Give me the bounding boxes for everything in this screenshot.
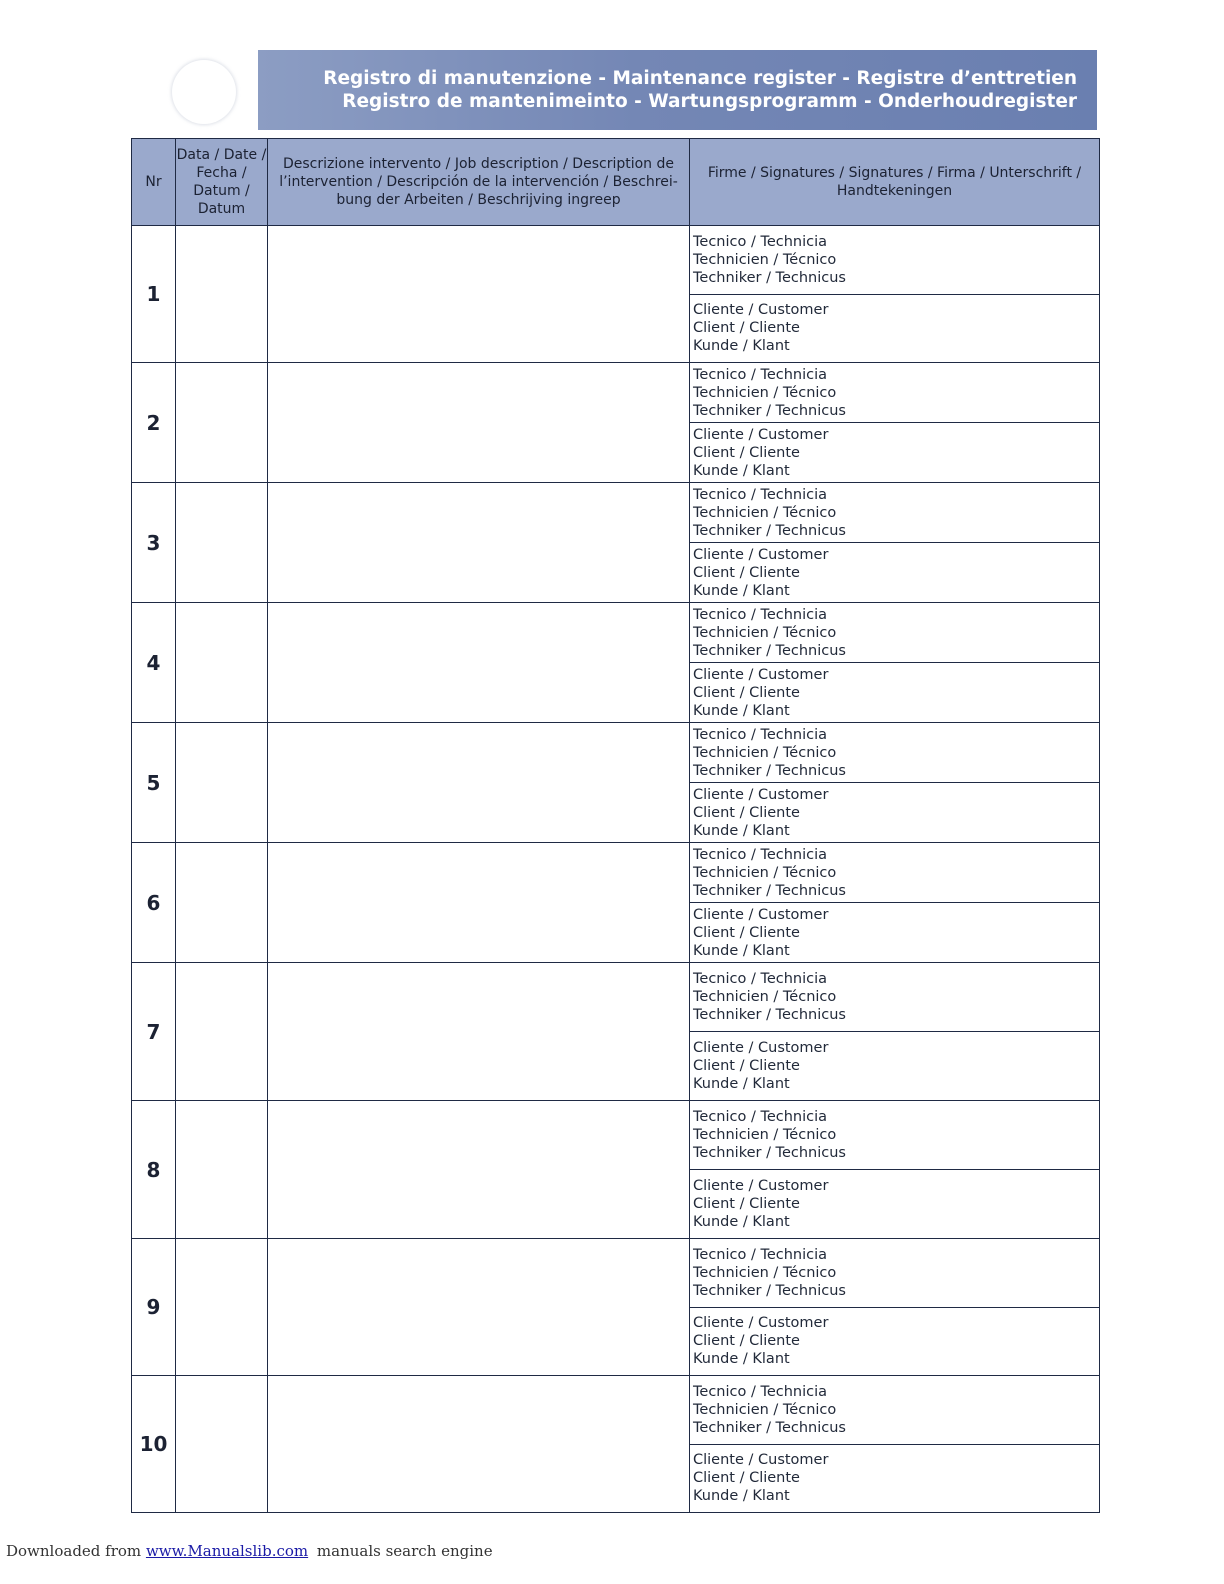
signature-block <box>690 483 1099 602</box>
description-cell[interactable] <box>268 483 690 603</box>
technician-label: Technicien / Técnico <box>693 624 837 641</box>
date-cell[interactable] <box>176 723 268 843</box>
signatures-cell <box>690 226 1100 363</box>
customer-label: Kunde / Klant <box>693 1351 790 1368</box>
technician-label: Techniker / Technicus <box>693 522 846 539</box>
row-number: 9 <box>132 1239 176 1376</box>
technician-label: Tecnico / Technicia <box>693 606 828 623</box>
customer-label: Kunde / Klant <box>693 942 790 959</box>
row-number: 8 <box>132 1101 176 1239</box>
date-cell[interactable] <box>176 226 268 363</box>
technician-label: Technicien / Técnico <box>693 384 837 401</box>
technician-label: Techniker / Technicus <box>693 1007 846 1023</box>
row-number: 6 <box>132 843 176 963</box>
customer-label: Client / Cliente <box>693 1058 800 1074</box>
column-header-nr: Nr <box>132 139 176 226</box>
table-row <box>132 963 1100 1101</box>
technician-label: Techniker / Technicus <box>693 402 846 419</box>
customer-label: Client / Cliente <box>693 1333 800 1350</box>
signatures-cell <box>690 1101 1100 1239</box>
customer-label: Cliente / Customer <box>693 666 829 683</box>
customer-label: Kunde / Klant <box>693 702 790 719</box>
technician-label: Tecnico / Technicia <box>693 366 828 383</box>
customer-label: Cliente / Customer <box>693 1452 829 1469</box>
description-cell[interactable] <box>268 363 690 483</box>
technician-signature-field[interactable] <box>690 723 1099 783</box>
row-number: 7 <box>132 963 176 1101</box>
customer-label: Client / Cliente <box>693 1196 800 1212</box>
technician-signature-field[interactable] <box>690 963 1099 1032</box>
table-row <box>132 226 1100 363</box>
technician-label: Techniker / Technicus <box>693 269 846 286</box>
table-row <box>132 603 1100 723</box>
customer-signature-field[interactable] <box>690 1032 1099 1100</box>
technician-label: Technicien / Técnico <box>693 251 837 268</box>
technician-signature-field[interactable] <box>690 1376 1099 1445</box>
customer-signature-field[interactable] <box>690 663 1099 722</box>
table-row <box>132 1239 1100 1376</box>
manualslib-link[interactable]: www.Manualslib.com <box>145 1542 309 1560</box>
date-cell[interactable] <box>176 963 268 1101</box>
description-cell[interactable] <box>268 723 690 843</box>
customer-label: Client / Cliente <box>693 320 800 337</box>
column-header-date: Data / Date / Fecha / Datum / Datum <box>176 139 268 226</box>
technician-signature-field[interactable] <box>690 226 1099 295</box>
technician-label: Technicien / Técnico <box>693 504 837 521</box>
technician-signature-field[interactable] <box>690 1101 1099 1170</box>
customer-label: Client / Cliente <box>693 564 800 581</box>
technician-label: Tecnico / Technicia <box>693 1109 828 1125</box>
date-cell[interactable] <box>176 483 268 603</box>
technician-signature-field[interactable] <box>690 363 1099 423</box>
signature-block <box>690 1239 1099 1375</box>
technician-label: Tecnico / Technicia <box>693 1383 828 1400</box>
customer-label: Kunde / Klant <box>693 462 790 479</box>
technician-label: Tecnico / Technicia <box>693 971 828 987</box>
customer-signature-field[interactable] <box>690 543 1099 602</box>
customer-label: Cliente / Customer <box>693 906 829 923</box>
customer-label: Client / Cliente <box>693 444 800 461</box>
customer-label: Cliente / Customer <box>693 786 829 803</box>
signature-block <box>690 603 1099 722</box>
table-row <box>132 1101 1100 1239</box>
signature-block <box>690 363 1099 482</box>
customer-signature-field[interactable] <box>690 1445 1099 1513</box>
row-number: 2 <box>132 363 176 483</box>
customer-label: Cliente / Customer <box>693 1315 829 1332</box>
customer-label: Client / Cliente <box>693 924 800 941</box>
customer-signature-field[interactable] <box>690 903 1099 962</box>
customer-label: Client / Cliente <box>693 1470 800 1487</box>
signature-block <box>690 723 1099 842</box>
technician-label: Tecnico / Technicia <box>693 846 828 863</box>
customer-label: Cliente / Customer <box>693 1040 829 1056</box>
table-body <box>132 226 1100 1513</box>
technician-label: Techniker / Technicus <box>693 1282 846 1299</box>
row-number: 5 <box>132 723 176 843</box>
signature-block <box>690 226 1099 362</box>
description-cell[interactable] <box>268 843 690 963</box>
date-cell[interactable] <box>176 1376 268 1513</box>
customer-signature-field[interactable] <box>690 1308 1099 1376</box>
technician-label: Technicien / Técnico <box>693 1127 837 1143</box>
signature-block <box>690 1376 1099 1512</box>
description-cell[interactable] <box>268 963 690 1101</box>
technician-label: Technicien / Técnico <box>693 1401 837 1418</box>
technician-signature-field[interactable] <box>690 603 1099 663</box>
signatures-cell <box>690 603 1100 723</box>
technician-label: Techniker / Technicus <box>693 882 846 899</box>
customer-label: Kunde / Klant <box>693 1076 790 1092</box>
customer-label: Client / Cliente <box>693 684 800 701</box>
column-header-description: Descrizione intervento / Job description / Description de l’intervention / Descripción de la intervención / Beschrei-bung der Arbeiten / Beschrijving ingreep <box>268 139 690 226</box>
signatures-cell <box>690 1239 1100 1376</box>
table-row <box>132 723 1100 843</box>
signatures-cell <box>690 843 1100 963</box>
signatures-cell <box>690 363 1100 483</box>
title-line-2: Registro de mantenimeinto - Wartungsprogramm - Onderhoudregister <box>342 91 1077 112</box>
customer-label: Cliente / Customer <box>693 426 829 443</box>
customer-signature-field[interactable] <box>690 783 1099 842</box>
row-number: 10 <box>132 1376 176 1513</box>
logo-icon <box>172 60 236 124</box>
description-cell[interactable] <box>268 1101 690 1239</box>
technician-label: Tecnico / Technicia <box>693 233 828 250</box>
column-header-signatures: Firme / Signatures / Signatures / Firma / Unterschrift / Handtekeningen <box>690 139 1100 226</box>
register-title-banner <box>258 50 1097 130</box>
technician-signature-field[interactable] <box>690 483 1099 543</box>
customer-label: Kunde / Klant <box>693 1488 790 1505</box>
signature-block <box>690 963 1099 1100</box>
date-cell[interactable] <box>176 1239 268 1376</box>
customer-label: Kunde / Klant <box>693 582 790 599</box>
table-header-row <box>132 139 1100 226</box>
customer-signature-field[interactable] <box>690 295 1099 363</box>
table-row <box>132 1376 1100 1513</box>
customer-signature-field[interactable] <box>690 423 1099 482</box>
customer-signature-field[interactable] <box>690 1170 1099 1238</box>
table-row <box>132 843 1100 963</box>
description-cell[interactable] <box>268 603 690 723</box>
customer-label: Kunde / Klant <box>693 1214 790 1230</box>
customer-label: Client / Cliente <box>693 804 800 821</box>
table-row <box>132 483 1100 603</box>
row-number: 3 <box>132 483 176 603</box>
customer-label: Cliente / Customer <box>693 1178 829 1194</box>
technician-signature-field[interactable] <box>690 843 1099 903</box>
signatures-cell <box>690 483 1100 603</box>
description-cell[interactable] <box>268 1239 690 1376</box>
technician-label: Tecnico / Technicia <box>693 1246 828 1263</box>
table-row <box>132 363 1100 483</box>
technician-label: Tecnico / Technicia <box>693 726 828 743</box>
signatures-cell <box>690 963 1100 1101</box>
description-cell[interactable] <box>268 226 690 363</box>
maintenance-register-table <box>131 138 1100 1513</box>
signature-block <box>690 843 1099 962</box>
date-cell[interactable] <box>176 363 268 483</box>
footer-prefix: Downloaded from <box>6 1542 142 1560</box>
title-line-1: Registro di manutenzione - Maintenance register - Registre d’enttretien <box>323 68 1077 89</box>
description-cell[interactable] <box>268 1376 690 1513</box>
signatures-cell <box>690 1376 1100 1513</box>
date-cell[interactable] <box>176 603 268 723</box>
signatures-cell <box>690 723 1100 843</box>
technician-label: Techniker / Technicus <box>693 642 846 659</box>
date-cell[interactable] <box>176 1101 268 1239</box>
technician-label: Technicien / Técnico <box>693 744 837 761</box>
technician-label: Tecnico / Technicia <box>693 486 828 503</box>
technician-label: Technicien / Técnico <box>693 864 837 881</box>
technician-label: Techniker / Technicus <box>693 762 846 779</box>
signature-block <box>690 1101 1099 1238</box>
footer-suffix: manuals search engine <box>316 1542 493 1560</box>
technician-label: Technicien / Técnico <box>693 1264 837 1281</box>
technician-signature-field[interactable] <box>690 1239 1099 1308</box>
technician-label: Techniker / Technicus <box>693 1419 846 1436</box>
technician-label: Techniker / Technicus <box>693 1145 846 1161</box>
date-cell[interactable] <box>176 843 268 963</box>
customer-label: Cliente / Customer <box>693 546 829 563</box>
customer-label: Kunde / Klant <box>693 822 790 839</box>
row-number: 4 <box>132 603 176 723</box>
row-number: 1 <box>132 226 176 363</box>
customer-label: Cliente / Customer <box>693 302 829 319</box>
technician-label: Technicien / Técnico <box>693 989 837 1005</box>
customer-label: Kunde / Klant <box>693 338 790 355</box>
download-footer <box>6 1542 493 1560</box>
